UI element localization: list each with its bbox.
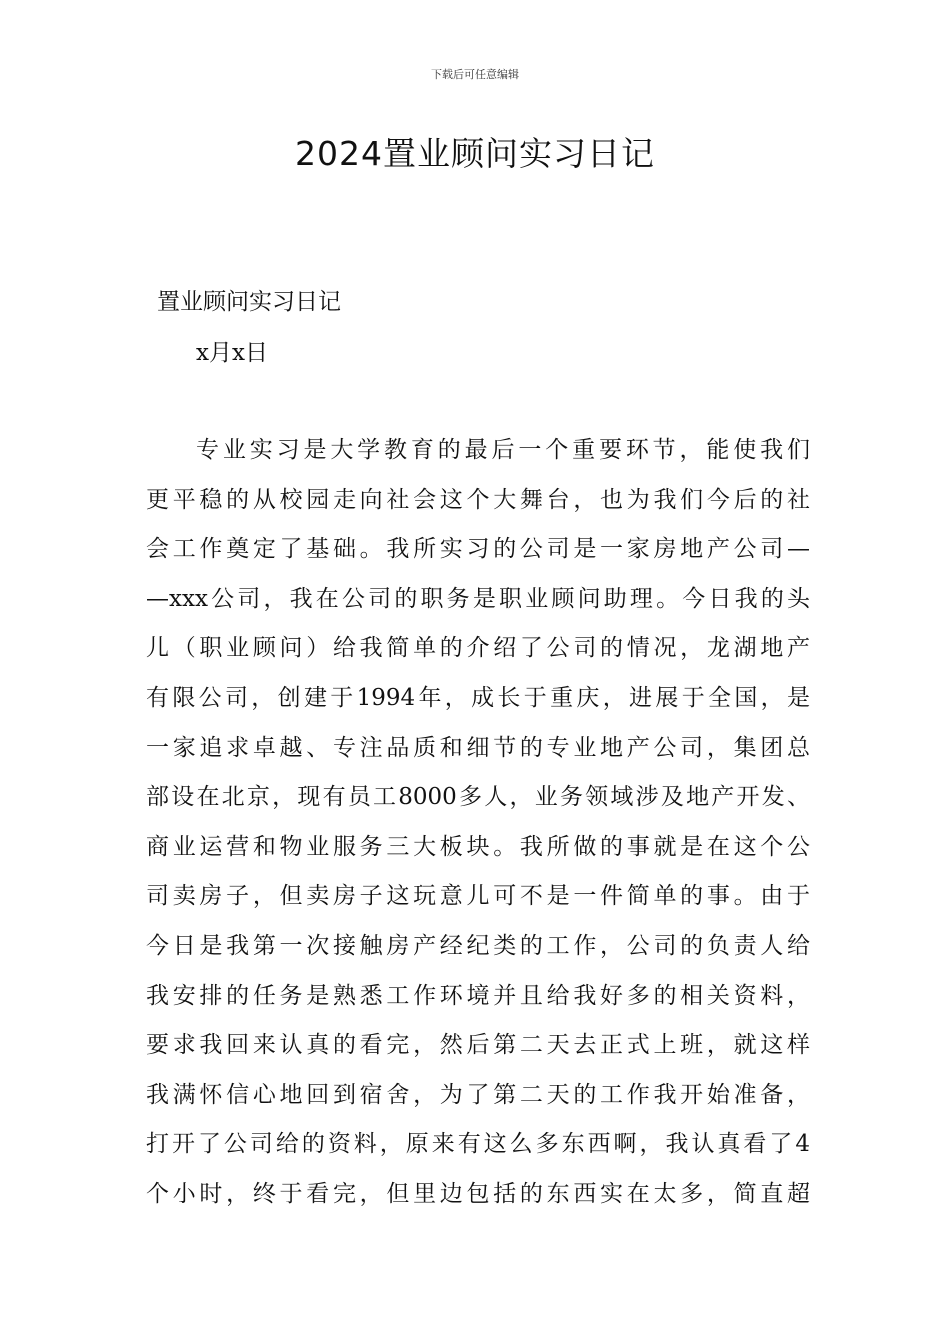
body-line: 今日是我第一次接触房产经纪类的工作，公司的负责人给 xyxy=(146,932,810,959)
header-note: 下载后可任意编辑 xyxy=(431,68,519,81)
body-paragraph xyxy=(146,426,810,1220)
body-line: 有限公司，创建于1994年，成长于重庆，进展于全国，是 xyxy=(146,684,810,711)
diary-subtitle: 置业顾问实习日记 xyxy=(157,289,341,315)
body-line: 我安排的任务是熟悉工作环境并且给我好多的相关资料， xyxy=(146,982,810,1009)
body-line: 专业实习是大学教育的最后一个重要环节，能使我们 xyxy=(196,437,810,463)
body-line: 部设在北京，现有员工8000多人，业务领域涉及地产开发、 xyxy=(146,784,810,811)
body-line: —xxx公司，我在公司的职务是职业顾问助理。今日我的头 xyxy=(146,585,810,612)
body-line: 更平稳的从校园走向社会这个大舞台，也为我们今后的社 xyxy=(146,486,810,513)
body-line: 儿（职业顾问）给我简单的介绍了公司的情况，龙湖地产 xyxy=(146,635,810,662)
page-title: 2024置业顾问实习日记 xyxy=(295,134,655,173)
body-line: 我满怀信心地回到宿舍，为了第二天的工作我开始准备， xyxy=(146,1081,810,1108)
diary-date: x月x日 xyxy=(196,340,268,366)
body-line: 打开了公司给的资料，原来有这么多东西啊，我认真看了4 xyxy=(146,1131,810,1158)
body-line: 商业运营和物业服务三大板块。我所做的事就是在这个公 xyxy=(146,833,810,860)
body-line: 个小时，终于看完，但里边包括的东西实在太多，简直超 xyxy=(146,1180,810,1207)
body-line: 会工作奠定了基础。我所实习的公司是一家房地产公司— xyxy=(146,536,810,563)
body-line: 一家追求卓越、专注品质和细节的专业地产公司，集团总 xyxy=(146,734,810,761)
body-line: 要求我回来认真的看完，然后第二天去正式上班，就这样 xyxy=(146,1032,810,1059)
body-line: 司卖房子，但卖房子这玩意儿可不是一件简单的事。由于 xyxy=(146,883,810,910)
